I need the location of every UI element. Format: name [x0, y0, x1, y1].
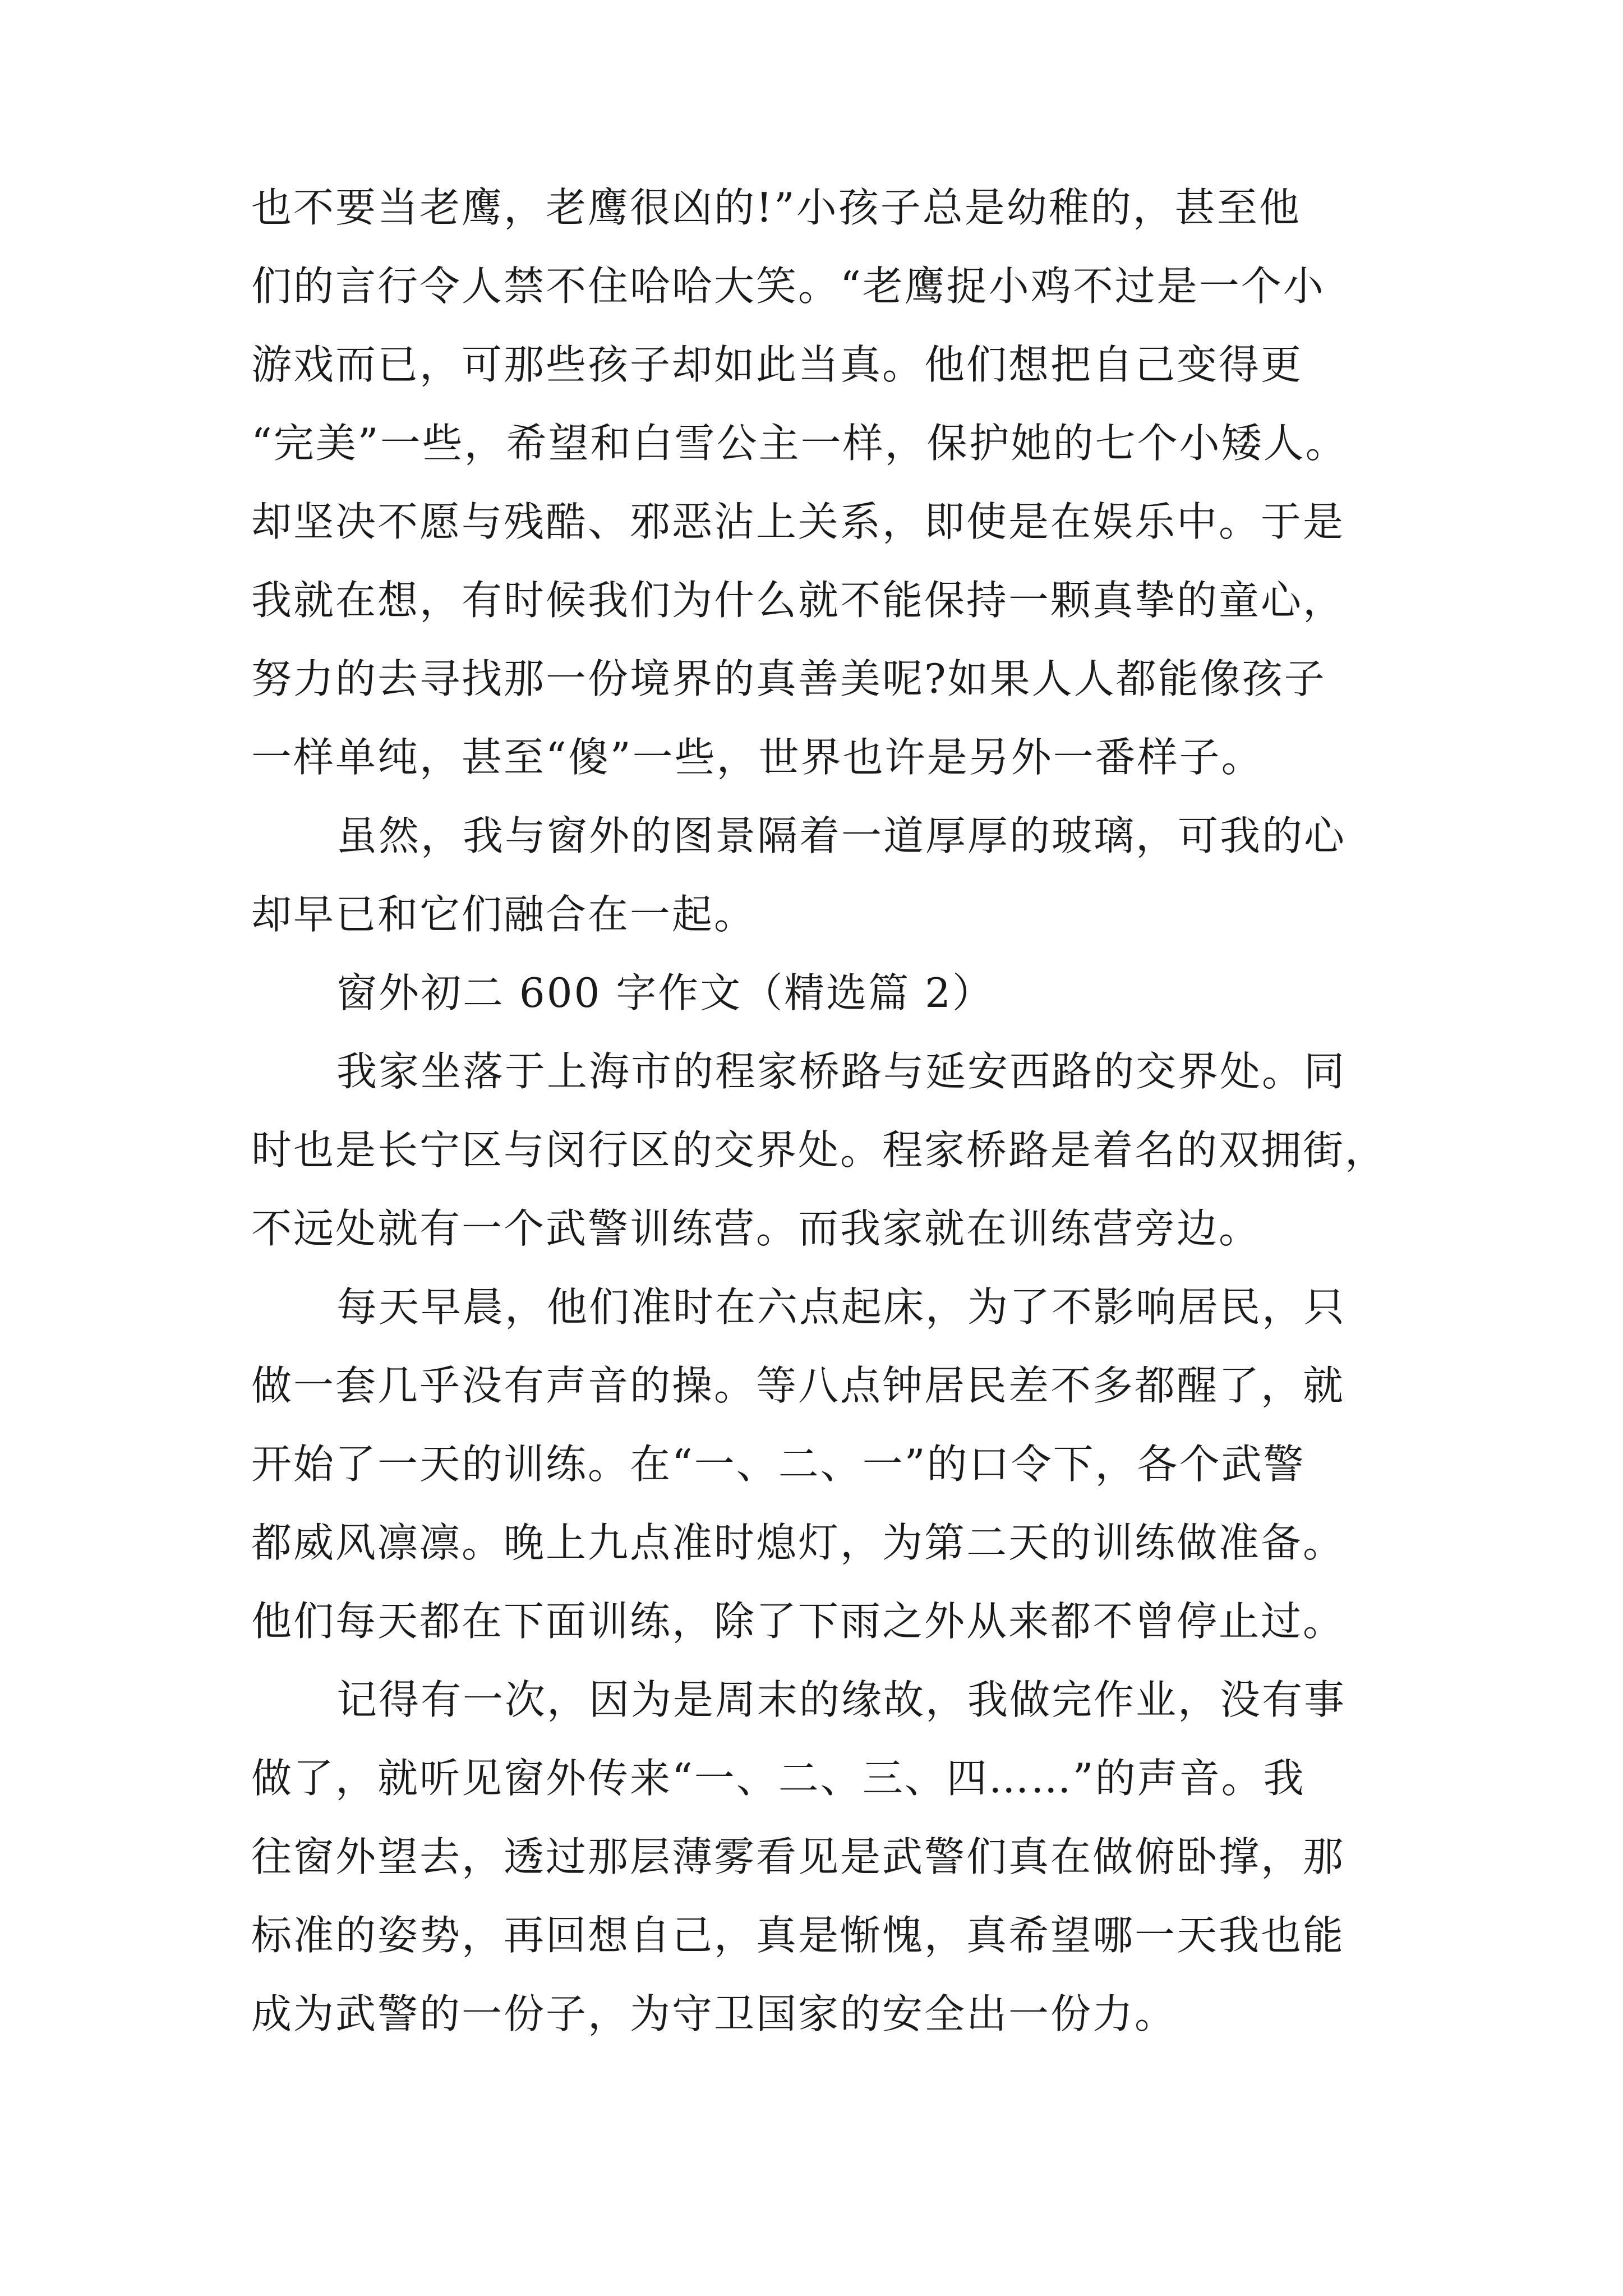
text-line: 我就在想，有时候我们为什么就不能保持一颗真挚的童心，	[251, 577, 1345, 624]
text-line: 却坚决不愿与残酷、邪恶沾上关系，即使是在娱乐中。于是	[251, 498, 1345, 545]
text-line: “完美”一些，希望和白雪公主一样，保护她的七个小矮人。	[251, 420, 1348, 467]
text-line: 也不要当老鹰，老鹰很凶的!”小孩子总是幼稚的，甚至他	[251, 184, 1301, 231]
text-line: 记得有一次，因为是周末的缘故，我做完作业，没有事	[336, 1676, 1347, 1723]
text-line: 标准的姿势，再回想自己，真是惭愧，真希望哪一天我也能	[251, 1912, 1345, 1959]
text-line: 一样单纯，甚至“傻”一些，世界也许是另外一番样子。	[251, 734, 1264, 781]
text-line: 开始了一天的训练。在“一、二、一”的口令下，各个武警	[251, 1441, 1306, 1488]
body-text	[251, 168, 1386, 2053]
text-line: 每天早晨，他们准时在六点起床，为了不影响居民，只	[336, 1283, 1347, 1331]
text-line: 都威风凛凛。晚上九点准时熄灯，为第二天的训练做准备。	[251, 1519, 1345, 1566]
text-line: 们的言行令人禁不住哈哈大笑。“老鹰捉小鸡不过是一个小	[251, 263, 1325, 310]
text-line: 努力的去寻找那一份境界的真善美呢?如果人人都能像孩子	[251, 655, 1326, 702]
text-line: 做了，就听见窗外传来“一、二、三、四……”的声音。我	[251, 1755, 1306, 1802]
text-line: 窗外初二 600 字作文（精选篇 2）	[336, 969, 994, 1016]
text-line: 却早已和它们融合在一起。	[251, 891, 757, 938]
text-line: 他们每天都在下面训练，除了下雨之外从来都不曾停止过。	[251, 1598, 1345, 1645]
text-line: 虽然，我与窗外的图景隔着一道厚厚的玻璃，可我的心	[336, 812, 1347, 859]
text-line: 成为武警的一份子，为守卫国家的安全出一份力。	[251, 1990, 1177, 2037]
text-line: 不远处就有一个武警训练营。而我家就在训练营旁边。	[251, 1205, 1261, 1252]
text-line: 时也是长宁区与闵行区的交界处。程家桥路是着名的双拥街，	[251, 1126, 1387, 1174]
text-line: 往窗外望去，透过那层薄雾看见是武警们真在做俯卧撑，那	[251, 1833, 1345, 1880]
text-line: 我家坐落于上海市的程家桥路与延安西路的交界处。同	[336, 1048, 1347, 1095]
text-line: 做一套几乎没有声音的操。等八点钟居民差不多都醒了，就	[251, 1362, 1345, 1409]
text-line: 游戏而已，可那些孩子却如此当真。他们想把自己变得更	[251, 341, 1303, 388]
